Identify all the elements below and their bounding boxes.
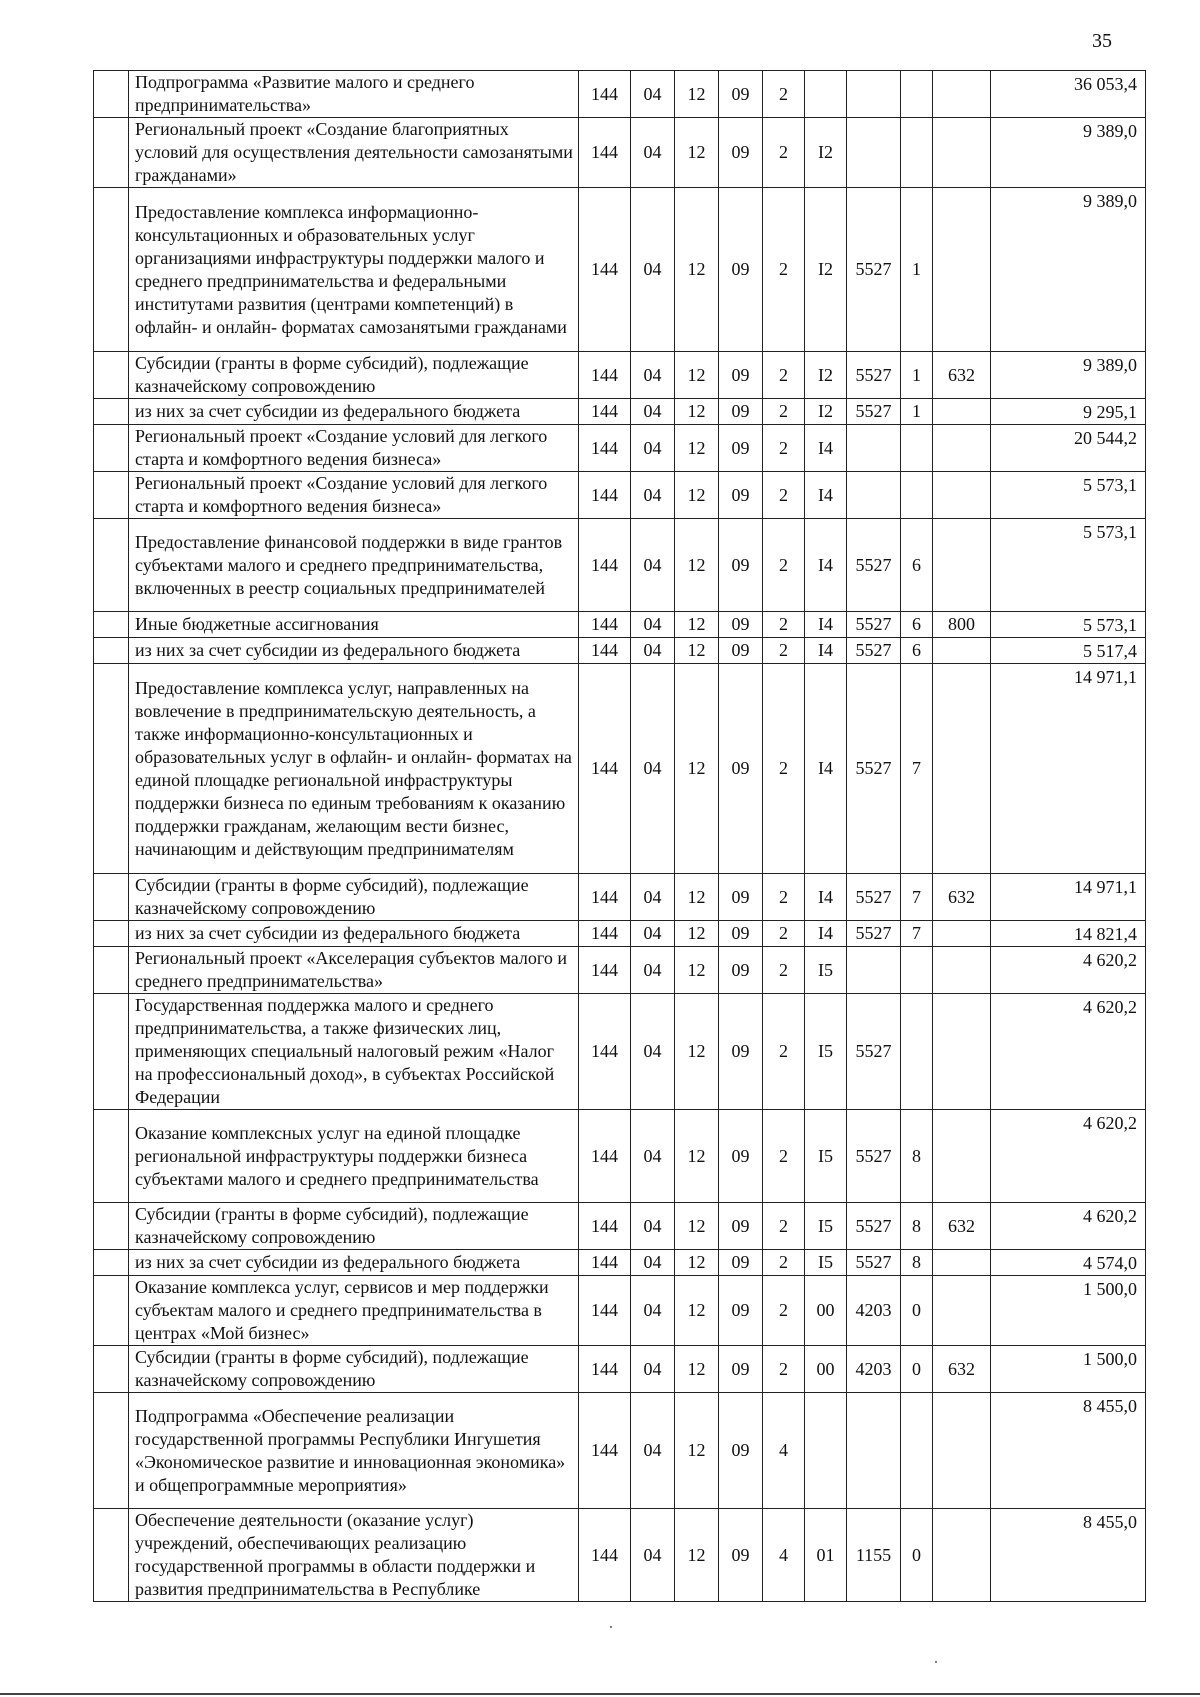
- blank-cell: [94, 188, 129, 352]
- code-project: I4: [805, 638, 847, 664]
- code-expense-type: 632: [933, 352, 991, 399]
- code-subsection: 12: [675, 1250, 719, 1276]
- page-number: 35: [1092, 30, 1112, 52]
- code-subsection: 12: [675, 399, 719, 425]
- code-subsection: 12: [675, 994, 719, 1110]
- code-project: I4: [805, 921, 847, 947]
- table-row: [94, 118, 1146, 188]
- code-direction: 5527: [847, 1110, 901, 1203]
- code-program: 09: [719, 1276, 763, 1346]
- code-ministry: 144: [579, 71, 631, 118]
- blank-cell: [94, 947, 129, 994]
- code-program: 09: [719, 1509, 763, 1602]
- code-expense-type: [933, 519, 991, 612]
- code-subsection: 12: [675, 1509, 719, 1602]
- code-section: 04: [631, 874, 675, 921]
- code-direction: [847, 425, 901, 472]
- code-subdirection: 1: [901, 352, 933, 399]
- table-row: [94, 71, 1146, 118]
- code-direction: 5527: [847, 638, 901, 664]
- code-subprogram: 2: [763, 947, 805, 994]
- code-subprogram: 2: [763, 425, 805, 472]
- row-name: Государственная поддержка малого и среднего предпринимательства, а также физических лиц, применяющих специальный налоговый режим «Налог на профессиональный доход», в субъектах Российской Федерации: [129, 994, 579, 1110]
- code-subdirection: [901, 425, 933, 472]
- code-ministry: 144: [579, 188, 631, 352]
- code-expense-type: 800: [933, 612, 991, 638]
- blank-cell: [94, 1110, 129, 1203]
- code-subsection: 12: [675, 638, 719, 664]
- table-row: [94, 874, 1146, 921]
- amount: 4 574,0: [991, 1250, 1146, 1276]
- code-subdirection: 8: [901, 1203, 933, 1250]
- code-project: I4: [805, 664, 847, 874]
- code-expense-type: [933, 947, 991, 994]
- code-subdirection: 7: [901, 664, 933, 874]
- blank-cell: [94, 1509, 129, 1602]
- code-direction: [847, 1393, 901, 1509]
- blank-cell: [94, 1346, 129, 1393]
- code-direction: [847, 947, 901, 994]
- code-program: 09: [719, 399, 763, 425]
- code-subdirection: 1: [901, 188, 933, 352]
- row-name: из них за счет субсидии из федерального бюджета: [129, 399, 579, 425]
- code-ministry: 144: [579, 947, 631, 994]
- code-subsection: 12: [675, 352, 719, 399]
- code-subdirection: [901, 71, 933, 118]
- amount: 14 971,1: [991, 874, 1146, 921]
- table-row: [94, 1509, 1146, 1602]
- scan-speck: [610, 1626, 612, 1628]
- amount: 20 544,2: [991, 425, 1146, 472]
- code-project: I4: [805, 425, 847, 472]
- code-subdirection: 0: [901, 1346, 933, 1393]
- code-ministry: 144: [579, 874, 631, 921]
- code-subdirection: 7: [901, 921, 933, 947]
- code-subdirection: 6: [901, 519, 933, 612]
- code-direction: 5527: [847, 352, 901, 399]
- table-row: [94, 188, 1146, 352]
- blank-cell: [94, 425, 129, 472]
- row-name: Обеспечение деятельности (оказание услуг) учреждений, обеспечивающих реализацию государственной программы в области поддержки и развития предпринимательства в Республике: [129, 1509, 579, 1602]
- row-name: Предоставление комплекса информационно-консультационных и образовательных услуг организациями инфраструктуры поддержки малого и среднего предпринимательства и федеральными институтами развития (центрами компетенций) в офлайн- и онлайн- форматах самозанятыми гражданами: [129, 188, 579, 352]
- code-expense-type: [933, 399, 991, 425]
- budget-table: [93, 70, 1146, 1602]
- code-subprogram: 4: [763, 1509, 805, 1602]
- code-section: 04: [631, 71, 675, 118]
- code-subsection: 12: [675, 519, 719, 612]
- code-project: I2: [805, 399, 847, 425]
- code-program: 09: [719, 921, 763, 947]
- code-subsection: 12: [675, 1110, 719, 1203]
- code-program: 09: [719, 638, 763, 664]
- code-subdirection: 0: [901, 1509, 933, 1602]
- code-section: 04: [631, 664, 675, 874]
- blank-cell: [94, 1250, 129, 1276]
- code-project: I4: [805, 519, 847, 612]
- code-project: I5: [805, 1203, 847, 1250]
- code-subprogram: 2: [763, 472, 805, 519]
- code-project: [805, 71, 847, 118]
- code-expense-type: [933, 1393, 991, 1509]
- code-project: I2: [805, 188, 847, 352]
- code-direction: [847, 472, 901, 519]
- row-name: из них за счет субсидии из федерального бюджета: [129, 638, 579, 664]
- code-subprogram: 2: [763, 1110, 805, 1203]
- code-subdirection: 7: [901, 874, 933, 921]
- blank-cell: [94, 1393, 129, 1509]
- table-row: [94, 399, 1146, 425]
- code-subsection: 12: [675, 947, 719, 994]
- code-expense-type: [933, 921, 991, 947]
- code-program: 09: [719, 1203, 763, 1250]
- code-ministry: 144: [579, 1110, 631, 1203]
- code-project: 00: [805, 1276, 847, 1346]
- amount: 4 620,2: [991, 947, 1146, 994]
- code-section: 04: [631, 638, 675, 664]
- code-ministry: 144: [579, 1346, 631, 1393]
- amount: 5 573,1: [991, 612, 1146, 638]
- code-subprogram: 2: [763, 612, 805, 638]
- code-expense-type: [933, 1110, 991, 1203]
- table-row: [94, 1110, 1146, 1203]
- code-subsection: 12: [675, 472, 719, 519]
- code-subsection: 12: [675, 1346, 719, 1393]
- code-subdirection: 8: [901, 1250, 933, 1276]
- code-ministry: 144: [579, 994, 631, 1110]
- code-subprogram: 2: [763, 188, 805, 352]
- code-subsection: 12: [675, 874, 719, 921]
- code-project: I5: [805, 994, 847, 1110]
- code-section: 04: [631, 1203, 675, 1250]
- table-row: [94, 519, 1146, 612]
- table-row: [94, 472, 1146, 519]
- amount: 14 821,4: [991, 921, 1146, 947]
- row-name: из них за счет субсидии из федерального бюджета: [129, 1250, 579, 1276]
- code-expense-type: [933, 1509, 991, 1602]
- code-direction: 5527: [847, 921, 901, 947]
- code-expense-type: [933, 472, 991, 519]
- row-name: Региональный проект «Акселерация субъектов малого и среднего предпринимательства»: [129, 947, 579, 994]
- code-subdirection: 6: [901, 612, 933, 638]
- code-subprogram: 2: [763, 874, 805, 921]
- blank-cell: [94, 874, 129, 921]
- code-expense-type: [933, 118, 991, 188]
- code-section: 04: [631, 519, 675, 612]
- row-name: Субсидии (гранты в форме субсидий), подлежащие казначейскому сопровождению: [129, 352, 579, 399]
- blank-cell: [94, 352, 129, 399]
- code-subdirection: [901, 994, 933, 1110]
- code-section: 04: [631, 425, 675, 472]
- code-project: I2: [805, 118, 847, 188]
- code-direction: 4203: [847, 1276, 901, 1346]
- row-name: Региональный проект «Создание условий для легкого старта и комфортного ведения бизнеса»: [129, 472, 579, 519]
- scan-edge-line: [0, 1693, 1200, 1695]
- code-subprogram: 2: [763, 1203, 805, 1250]
- code-ministry: 144: [579, 1509, 631, 1602]
- code-direction: 4203: [847, 1346, 901, 1393]
- code-subprogram: 2: [763, 519, 805, 612]
- row-name: из них за счет субсидии из федерального бюджета: [129, 921, 579, 947]
- code-direction: [847, 71, 901, 118]
- row-name: Иные бюджетные ассигнования: [129, 612, 579, 638]
- table-row: [94, 1346, 1146, 1393]
- table-row: [94, 425, 1146, 472]
- code-program: 09: [719, 118, 763, 188]
- code-program: 09: [719, 1393, 763, 1509]
- code-subprogram: 2: [763, 399, 805, 425]
- blank-cell: [94, 612, 129, 638]
- code-project: 00: [805, 1346, 847, 1393]
- code-expense-type: 632: [933, 1203, 991, 1250]
- code-subprogram: 2: [763, 352, 805, 399]
- code-section: 04: [631, 118, 675, 188]
- blank-cell: [94, 1276, 129, 1346]
- code-subprogram: 2: [763, 1250, 805, 1276]
- code-program: 09: [719, 425, 763, 472]
- table-row: [94, 638, 1146, 664]
- table-row: [94, 1203, 1146, 1250]
- code-expense-type: [933, 994, 991, 1110]
- code-section: 04: [631, 399, 675, 425]
- table-row: [94, 664, 1146, 874]
- code-expense-type: [933, 1276, 991, 1346]
- code-project: I2: [805, 352, 847, 399]
- code-program: 09: [719, 1250, 763, 1276]
- code-subdirection: 6: [901, 638, 933, 664]
- code-section: 04: [631, 947, 675, 994]
- code-section: 04: [631, 472, 675, 519]
- code-subprogram: 2: [763, 664, 805, 874]
- amount: 1 500,0: [991, 1346, 1146, 1393]
- table-row: [94, 352, 1146, 399]
- code-subprogram: 2: [763, 118, 805, 188]
- code-direction: 5527: [847, 399, 901, 425]
- blank-cell: [94, 638, 129, 664]
- code-expense-type: [933, 1250, 991, 1276]
- code-program: 09: [719, 1110, 763, 1203]
- row-name: Подпрограмма «Развитие малого и среднего предпринимательства»: [129, 71, 579, 118]
- code-ministry: 144: [579, 1203, 631, 1250]
- code-direction: 1155: [847, 1509, 901, 1602]
- code-subsection: 12: [675, 71, 719, 118]
- code-program: 09: [719, 188, 763, 352]
- amount: 14 971,1: [991, 664, 1146, 874]
- code-section: 04: [631, 352, 675, 399]
- code-program: 09: [719, 519, 763, 612]
- row-name: Оказание комплекса услуг, сервисов и мер поддержки субъектам малого и среднего предпринимательства в центрах «Мой бизнес»: [129, 1276, 579, 1346]
- code-ministry: 144: [579, 399, 631, 425]
- code-section: 04: [631, 994, 675, 1110]
- code-project: 01: [805, 1509, 847, 1602]
- code-project: I4: [805, 612, 847, 638]
- code-program: 09: [719, 664, 763, 874]
- amount: 8 455,0: [991, 1509, 1146, 1602]
- code-ministry: 144: [579, 1393, 631, 1509]
- code-program: 09: [719, 947, 763, 994]
- code-program: 09: [719, 612, 763, 638]
- code-expense-type: 632: [933, 874, 991, 921]
- table-row: [94, 612, 1146, 638]
- blank-cell: [94, 472, 129, 519]
- code-program: 09: [719, 71, 763, 118]
- blank-cell: [94, 921, 129, 947]
- code-subprogram: 2: [763, 994, 805, 1110]
- code-subsection: 12: [675, 425, 719, 472]
- code-direction: [847, 118, 901, 188]
- code-program: 09: [719, 994, 763, 1110]
- amount: 9 389,0: [991, 188, 1146, 352]
- code-subsection: 12: [675, 118, 719, 188]
- code-section: 04: [631, 612, 675, 638]
- amount: 8 455,0: [991, 1393, 1146, 1509]
- code-section: 04: [631, 188, 675, 352]
- blank-cell: [94, 1203, 129, 1250]
- code-ministry: 144: [579, 352, 631, 399]
- code-section: 04: [631, 1250, 675, 1276]
- code-section: 04: [631, 1393, 675, 1509]
- code-subprogram: 2: [763, 921, 805, 947]
- amount: 5 573,1: [991, 519, 1146, 612]
- code-subprogram: 2: [763, 71, 805, 118]
- table-row: [94, 921, 1146, 947]
- code-direction: 5527: [847, 1250, 901, 1276]
- code-ministry: 144: [579, 1250, 631, 1276]
- code-expense-type: [933, 425, 991, 472]
- code-subdirection: [901, 472, 933, 519]
- table-row: [94, 1250, 1146, 1276]
- code-ministry: 144: [579, 1276, 631, 1346]
- code-section: 04: [631, 921, 675, 947]
- code-subsection: 12: [675, 1203, 719, 1250]
- amount: 4 620,2: [991, 1203, 1146, 1250]
- code-direction: 5527: [847, 994, 901, 1110]
- code-program: 09: [719, 352, 763, 399]
- blank-cell: [94, 994, 129, 1110]
- amount: 4 620,2: [991, 994, 1146, 1110]
- code-project: I4: [805, 874, 847, 921]
- code-subdirection: 1: [901, 399, 933, 425]
- blank-cell: [94, 519, 129, 612]
- code-subsection: 12: [675, 612, 719, 638]
- code-subdirection: [901, 118, 933, 188]
- amount: 9 295,1: [991, 399, 1146, 425]
- code-project: I5: [805, 947, 847, 994]
- code-subprogram: 4: [763, 1393, 805, 1509]
- code-expense-type: [933, 188, 991, 352]
- code-program: 09: [719, 1346, 763, 1393]
- code-subdirection: [901, 947, 933, 994]
- blank-cell: [94, 664, 129, 874]
- code-direction: 5527: [847, 188, 901, 352]
- code-ministry: 144: [579, 638, 631, 664]
- code-ministry: 144: [579, 664, 631, 874]
- code-subsection: 12: [675, 188, 719, 352]
- code-subsection: 12: [675, 664, 719, 874]
- code-project: I4: [805, 472, 847, 519]
- amount: 9 389,0: [991, 352, 1146, 399]
- code-expense-type: 632: [933, 1346, 991, 1393]
- table-row: [94, 994, 1146, 1110]
- code-ministry: 144: [579, 519, 631, 612]
- code-project: I5: [805, 1250, 847, 1276]
- amount: 5 517,4: [991, 638, 1146, 664]
- code-section: 04: [631, 1110, 675, 1203]
- code-subdirection: [901, 1393, 933, 1509]
- amount: 36 053,4: [991, 71, 1146, 118]
- blank-cell: [94, 71, 129, 118]
- code-subdirection: 8: [901, 1110, 933, 1203]
- code-ministry: 144: [579, 921, 631, 947]
- code-program: 09: [719, 874, 763, 921]
- code-ministry: 144: [579, 425, 631, 472]
- row-name: Оказание комплексных услуг на единой площадке региональной инфраструктуры поддержки бизнеса субъектами малого и среднего предпринимательства: [129, 1110, 579, 1203]
- row-name: Региональный проект «Создание условий для легкого старта и комфортного ведения бизнеса»: [129, 425, 579, 472]
- row-name: Предоставление финансовой поддержки в виде грантов субъектами малого и среднего предпринимательства, включенных в реестр социальных предпринимателей: [129, 519, 579, 612]
- amount: 5 573,1: [991, 472, 1146, 519]
- code-expense-type: [933, 664, 991, 874]
- code-program: 09: [719, 472, 763, 519]
- amount: 4 620,2: [991, 1110, 1146, 1203]
- amount: 1 500,0: [991, 1276, 1146, 1346]
- code-direction: 5527: [847, 612, 901, 638]
- code-subprogram: 2: [763, 1276, 805, 1346]
- row-name: Субсидии (гранты в форме субсидий), подлежащие казначейскому сопровождению: [129, 1346, 579, 1393]
- table-row: [94, 947, 1146, 994]
- row-name: Региональный проект «Создание благоприятных условий для осуществления деятельности самозанятыми гражданами»: [129, 118, 579, 188]
- code-ministry: 144: [579, 612, 631, 638]
- row-name: Подпрограмма «Обеспечение реализации государственной программы Республики Ингушетия «Экономическое развитие и инновационная экономика» и общепрограммные мероприятия»: [129, 1393, 579, 1509]
- code-subprogram: 2: [763, 1346, 805, 1393]
- code-section: 04: [631, 1276, 675, 1346]
- blank-cell: [94, 118, 129, 188]
- row-name: Субсидии (гранты в форме субсидий), подлежащие казначейскому сопровождению: [129, 1203, 579, 1250]
- row-name: Предоставление комплекса услуг, направленных на вовлечение в предпринимательскую деятельность, а также информационно-консультационных и образовательных услуг в офлайн- и онлайн- форматах на единой площадке региональной инфраструктуры поддержки бизнеса по единым требованиям к оказанию поддержки гражданам, желающим вести бизнес, начинающим и действующим предпринимателям: [129, 664, 579, 874]
- code-subdirection: 0: [901, 1276, 933, 1346]
- code-ministry: 144: [579, 472, 631, 519]
- blank-cell: [94, 399, 129, 425]
- code-expense-type: [933, 638, 991, 664]
- code-subsection: 12: [675, 1393, 719, 1509]
- scan-speck: [935, 1661, 937, 1663]
- code-direction: 5527: [847, 1203, 901, 1250]
- code-subsection: 12: [675, 921, 719, 947]
- code-subprogram: 2: [763, 638, 805, 664]
- code-project: I5: [805, 1110, 847, 1203]
- code-direction: 5527: [847, 519, 901, 612]
- code-section: 04: [631, 1346, 675, 1393]
- code-ministry: 144: [579, 118, 631, 188]
- code-project: [805, 1393, 847, 1509]
- row-name: Субсидии (гранты в форме субсидий), подлежащие казначейскому сопровождению: [129, 874, 579, 921]
- code-direction: 5527: [847, 664, 901, 874]
- code-section: 04: [631, 1509, 675, 1602]
- code-expense-type: [933, 71, 991, 118]
- amount: 9 389,0: [991, 118, 1146, 188]
- table-row: [94, 1276, 1146, 1346]
- code-subsection: 12: [675, 1276, 719, 1346]
- code-direction: 5527: [847, 874, 901, 921]
- table-row: [94, 1393, 1146, 1509]
